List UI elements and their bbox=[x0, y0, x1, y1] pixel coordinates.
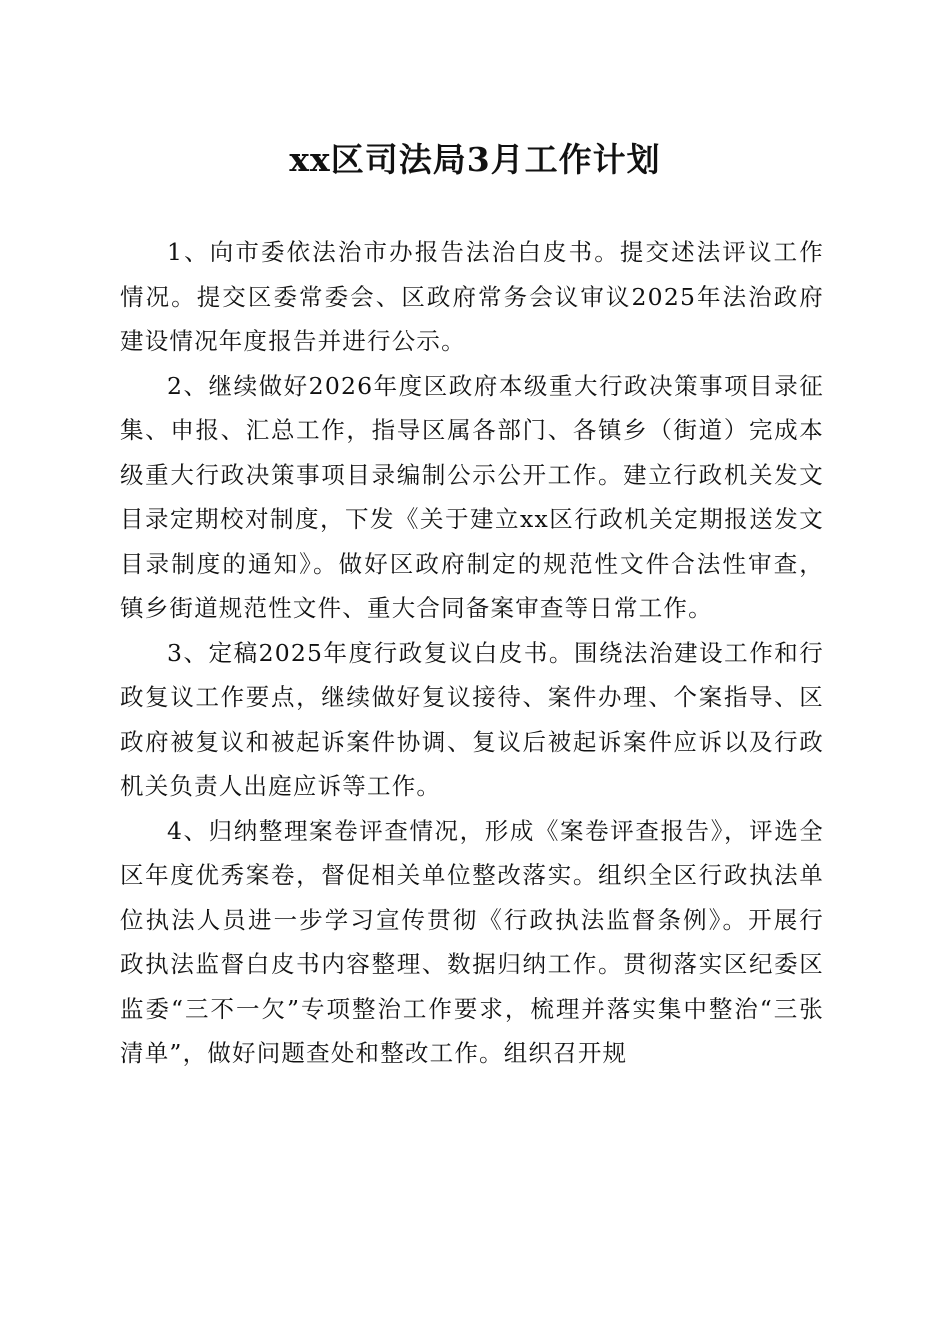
paragraph-1: 1、向市委依法治市办报告法治白皮书。提交述法评议工作情况。提交区委常委会、区政府常务会议审议2025年法治政府建设情况年度报告并进行公示。 bbox=[120, 238, 824, 355]
document-body bbox=[120, 230, 824, 1076]
paragraph-3: 3、定稿2025年度行政复议白皮书。围绕法治建设工作和行政复议工作要点，继续做好复议接待、案件办理、个案指导、区政府被复议和被起诉案件协调、复议后被起诉案件应诉以及行政机关负责人出庭应诉等工作。 bbox=[120, 638, 824, 800]
paragraph-2: 2、继续做好2026年度区政府本级重大行政决策事项目录征集、申报、汇总工作，指导区属各部门、各镇乡（街道）完成本级重大行政决策事项目录编制公示公开工作。建立行政机关发文目录定期校对制度，下发《关于建立xx区行政机关定期报送发文目录制度的通知》。做好区政府制定的规范性文件合法性审查，镇乡街道规范性文件、重大合同备案审查等日常工作。 bbox=[120, 371, 824, 622]
paragraph-4: 4、归纳整理案卷评查情况，形成《案卷评查报告》，评选全区年度优秀案卷，督促相关单位整改落实。组织全区行政执法单位执法人员进一步学习宣传贯彻《行政执法监督条例》。开展行政执法监督白皮书内容整理、数据归纳工作。贯彻落实区纪委区监委“三不一欠”专项整治工作要求，梳理并落实集中整治“三张清单”，做好问题查处和整改工作。组织召开规 bbox=[120, 816, 824, 1067]
document-title: xx区司法局3月工作计划 bbox=[289, 140, 661, 179]
